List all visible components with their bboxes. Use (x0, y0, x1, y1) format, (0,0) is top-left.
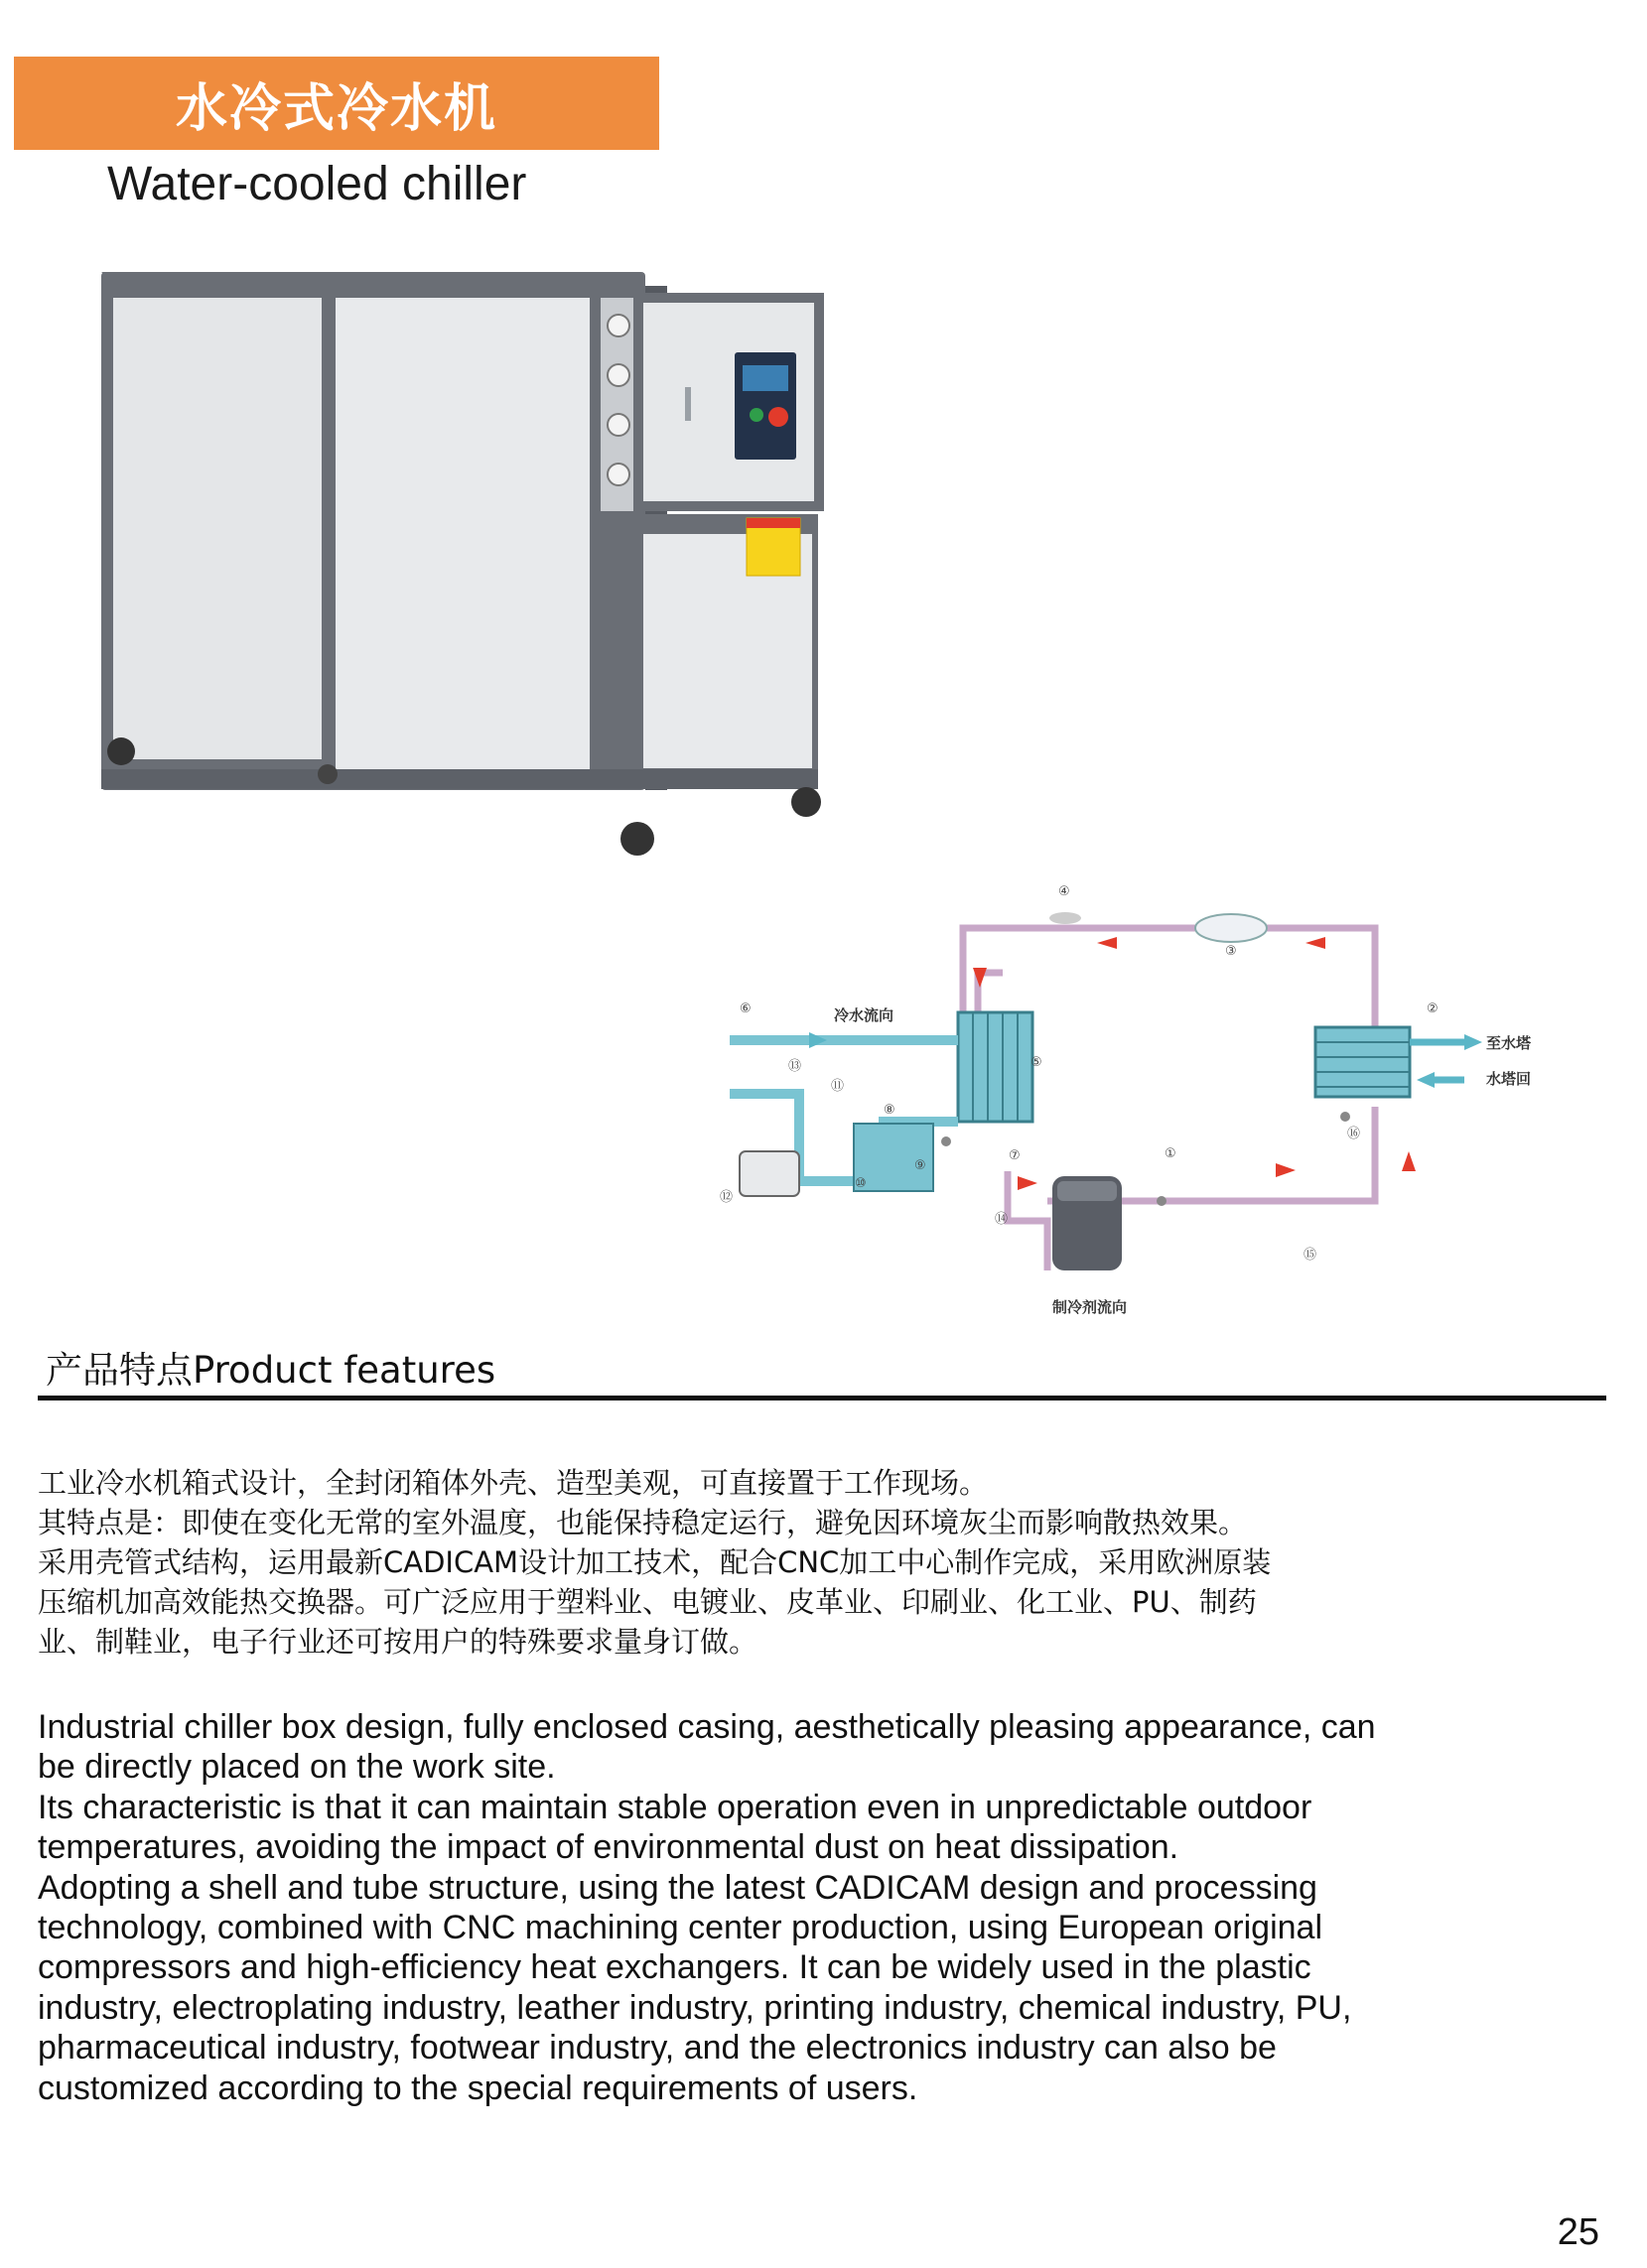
description-en-line: industry, electroplating industry, leather industry, printing industry, chemical industry, PU, (38, 1988, 1352, 2027)
description-cn-line: 采用壳管式结构，运用最新CADICAM设计加工技术，配合CNC加工中心制作完成，采用欧洲原装 (38, 1545, 1272, 1579)
section-divider (38, 1396, 1606, 1401)
description-en-line: Adopting a shell and tube structure, using the latest CADICAM design and processing (38, 1868, 1317, 1907)
title-en: Water-cooled chiller (107, 158, 527, 210)
description-en-line: temperatures, avoiding the impact of environmental dust on heat dissipation. (38, 1828, 1179, 1867)
callout-5: ⑤ (1030, 1055, 1042, 1070)
callout-9: ⑨ (914, 1158, 926, 1173)
description-cn (38, 1463, 1527, 1662)
title-banner (14, 57, 659, 150)
description-en-line: pharmaceutical industry, footwear industry, and the electronics industry can also be (38, 2029, 1277, 2068)
description-en-line: compressors and high-efficiency heat exchangers. It can be widely used in the plastic (38, 1948, 1311, 1987)
callout-10: ⑩ (855, 1176, 867, 1191)
callout-1: ① (1165, 1146, 1176, 1161)
chiller-product-image (89, 258, 884, 903)
description-en-line: Its characteristic is that it can maintain stable operation even in unpredictable outdoor (38, 1788, 1312, 1826)
callout-16: ⑯ (1347, 1127, 1361, 1141)
callout-12: ⑫ (720, 1190, 734, 1205)
description-en-line: be directly placed on the work site. (38, 1748, 556, 1787)
label-refrigerant-flow: 制冷剂流向 (1052, 1298, 1128, 1316)
refrigeration-cycle-diagram (710, 864, 1603, 1320)
callout-13: ⑬ (788, 1059, 802, 1074)
label-cold-water-flow: 冷水流向 (834, 1006, 894, 1024)
description-en (38, 1707, 1586, 2108)
label-to-tower: 至水塔 (1486, 1034, 1532, 1052)
description-en-line: Industrial chiller box design, fully enclosed casing, aesthetically pleasing appearance, can (38, 1708, 1376, 1746)
label-tower-return: 水塔回 (1486, 1070, 1532, 1088)
callout-3: ③ (1225, 944, 1237, 959)
section-heading: 产品特点Product features (46, 1349, 496, 1392)
callout-4: ④ (1058, 884, 1070, 899)
page-number: 25 (1557, 2211, 1599, 2253)
description-en-line: customized according to the special requirements of users. (38, 2068, 918, 2107)
title-cn: 水冷式冷水机 (175, 78, 497, 139)
callout-2: ② (1427, 1001, 1439, 1016)
callout-8: ⑧ (884, 1103, 895, 1118)
callout-15: ⑮ (1304, 1248, 1317, 1263)
description-cn-line: 工业冷水机箱式设计，全封闭箱体外壳、造型美观，可直接置于工作现场。 (38, 1466, 989, 1500)
description-en-line: technology, combined with CNC machining center production, using European original (38, 1909, 1322, 1947)
callout-7: ⑦ (1009, 1148, 1021, 1163)
callout-11: ⑪ (831, 1079, 845, 1094)
description-cn-line: 压缩机加高效能热交换器。可广泛应用于塑料业、电镀业、皮革业、印刷业、化工业、PU、制药 (38, 1585, 1257, 1619)
callout-14: ⑭ (995, 1212, 1009, 1227)
description-cn-line: 业、制鞋业，电子行业还可按用户的特殊要求量身订做。 (38, 1625, 758, 1659)
callout-6: ⑥ (740, 1001, 752, 1016)
description-cn-line: 其特点是：即使在变化无常的室外温度，也能保持稳定运行，避免因环境灰尘而影响散热效果。 (38, 1506, 1248, 1539)
